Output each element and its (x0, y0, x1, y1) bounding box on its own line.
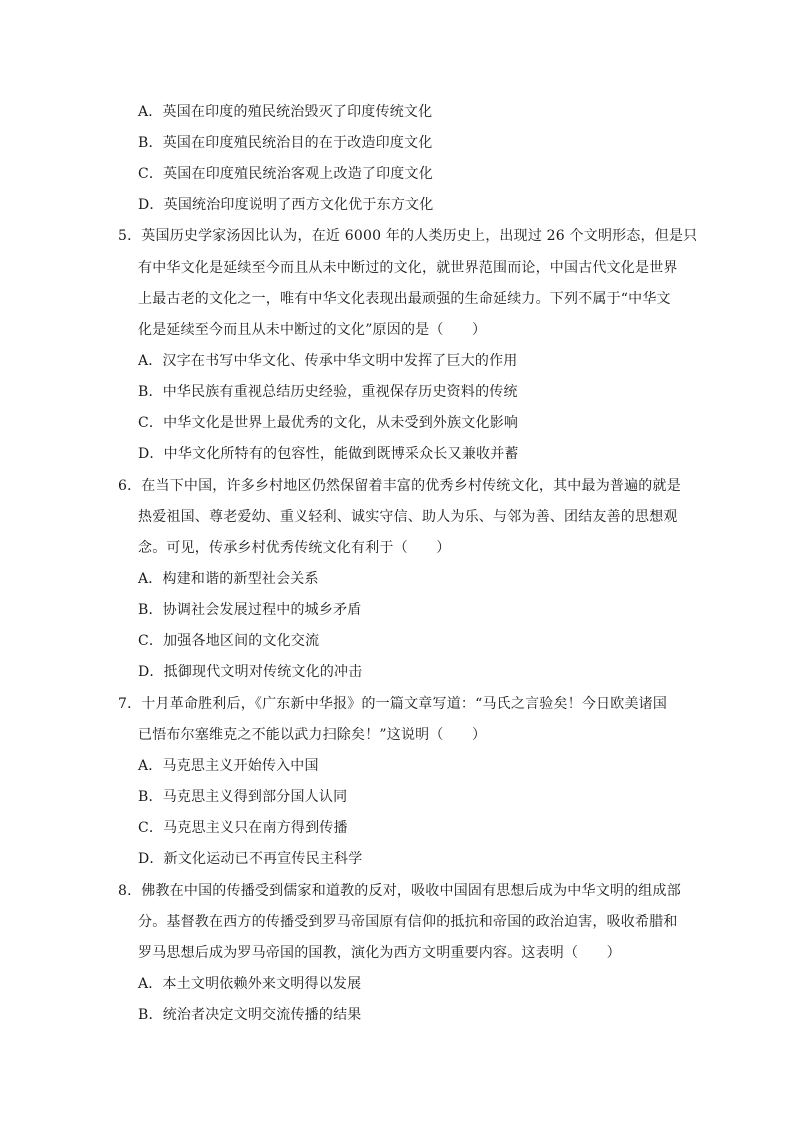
q4-option-b: B．英国在印度殖民统治目的在于改造印度文化 (138, 135, 433, 151)
q7-stem-line-2: 已悟布尔塞维克之不能以武力扫除矣！”这说明（ ） (138, 727, 487, 743)
q5-option-b: B．中华民族有重视总结历史经验，重视保存历史资料的传统 (138, 384, 518, 400)
q5-option-d: D．中华文化所特有的包容性，能做到既博采众长又兼收并蓄 (138, 446, 519, 462)
q6-option-d: D．抵御现代文明对传统文化的冲击 (138, 664, 363, 680)
q8-option-b: B．统治者决定文明交流传播的结果 (138, 1007, 362, 1023)
q6-option-b: B．协调社会发展过程中的城乡矛盾 (138, 602, 362, 618)
q5-stem-line-3: 上最古老的文化之一，唯有中华文化表现出最顽强的生命延续力。下列不属于“中华文 (138, 291, 671, 307)
q6-stem-line-3: 念。可见，传承乡村优秀传统文化有利于（ ） (138, 540, 451, 556)
q7-stem-line-1: 7．十月革命胜利后，《广东新中华报》的一篇文章写道：“马氏之言验矣！今日欧美诸国 (118, 696, 668, 712)
q7-option-c: C．马克思主义只在南方得到传播 (138, 820, 348, 836)
q6-option-c: C．加强各地区间的文化交流 (138, 633, 320, 649)
q6-stem-line-1: 6．在当下中国，许多乡村地区仍然保留着丰富的优秀乡村传统文化，其中最为普遍的就是 (118, 478, 681, 494)
q5-stem-line-2: 有中华文化是延续至今而且从未中断过的文化，就世界范围而论，中国古代文化是世界 (138, 260, 678, 276)
q8-stem-line-3: 罗马思想后成为罗马帝国的国教，演化为西方文明重要内容。这表明（ ） (138, 945, 621, 961)
q8-stem-line-1: 8．佛教在中国的传播受到儒家和道教的反对，吸收中国固有思想后成为中华文明的组成部 (118, 883, 681, 899)
q4-option-d: D．英国统治印度说明了西方文化优于东方文化 (138, 197, 434, 213)
q7-option-a: A．马克思主义开始传入中国 (138, 758, 319, 774)
q6-option-a: A．构建和谐的新型社会关系 (138, 571, 319, 587)
q7-option-b: B．马克思主义得到部分国人认同 (138, 789, 348, 805)
q5-stem-line-1: 5．英国历史学家汤因比认为，在近 6000 年的人类历史上，出现过 26 个文明形态，但是只 (118, 228, 698, 244)
q6-stem-line-2: 热爱祖国、尊老爱幼、重义轻利、诚实守信、助人为乐、与邻为善、团结友善的思想观 (138, 509, 678, 525)
q8-option-a: A．本土文明依赖外来文明得以发展 (138, 976, 362, 992)
q7-option-d: D．新文化运动已不再宣传民主科学 (138, 851, 363, 867)
q5-option-a: A．汉字在书写中华文化、传承中华文明中发挥了巨大的作用 (138, 353, 518, 369)
q8-stem-line-2: 分。基督教在西方的传播受到罗马帝国原有信仰的抵抗和帝国的政治迫害，吸收希腊和 (138, 914, 678, 930)
q4-option-c: C．英国在印度殖民统治客观上改造了印度文化 (138, 166, 433, 182)
q5-option-c: C．中华文化是世界上最优秀的文化，从未受到外族文化影响 (138, 415, 519, 431)
q5-stem-line-4: 化是延续至今而且从未中断过的文化”原因的是（ ） (138, 322, 487, 338)
q4-option-a: A．英国在印度的殖民统治毁灭了印度传统文化 (138, 104, 433, 120)
